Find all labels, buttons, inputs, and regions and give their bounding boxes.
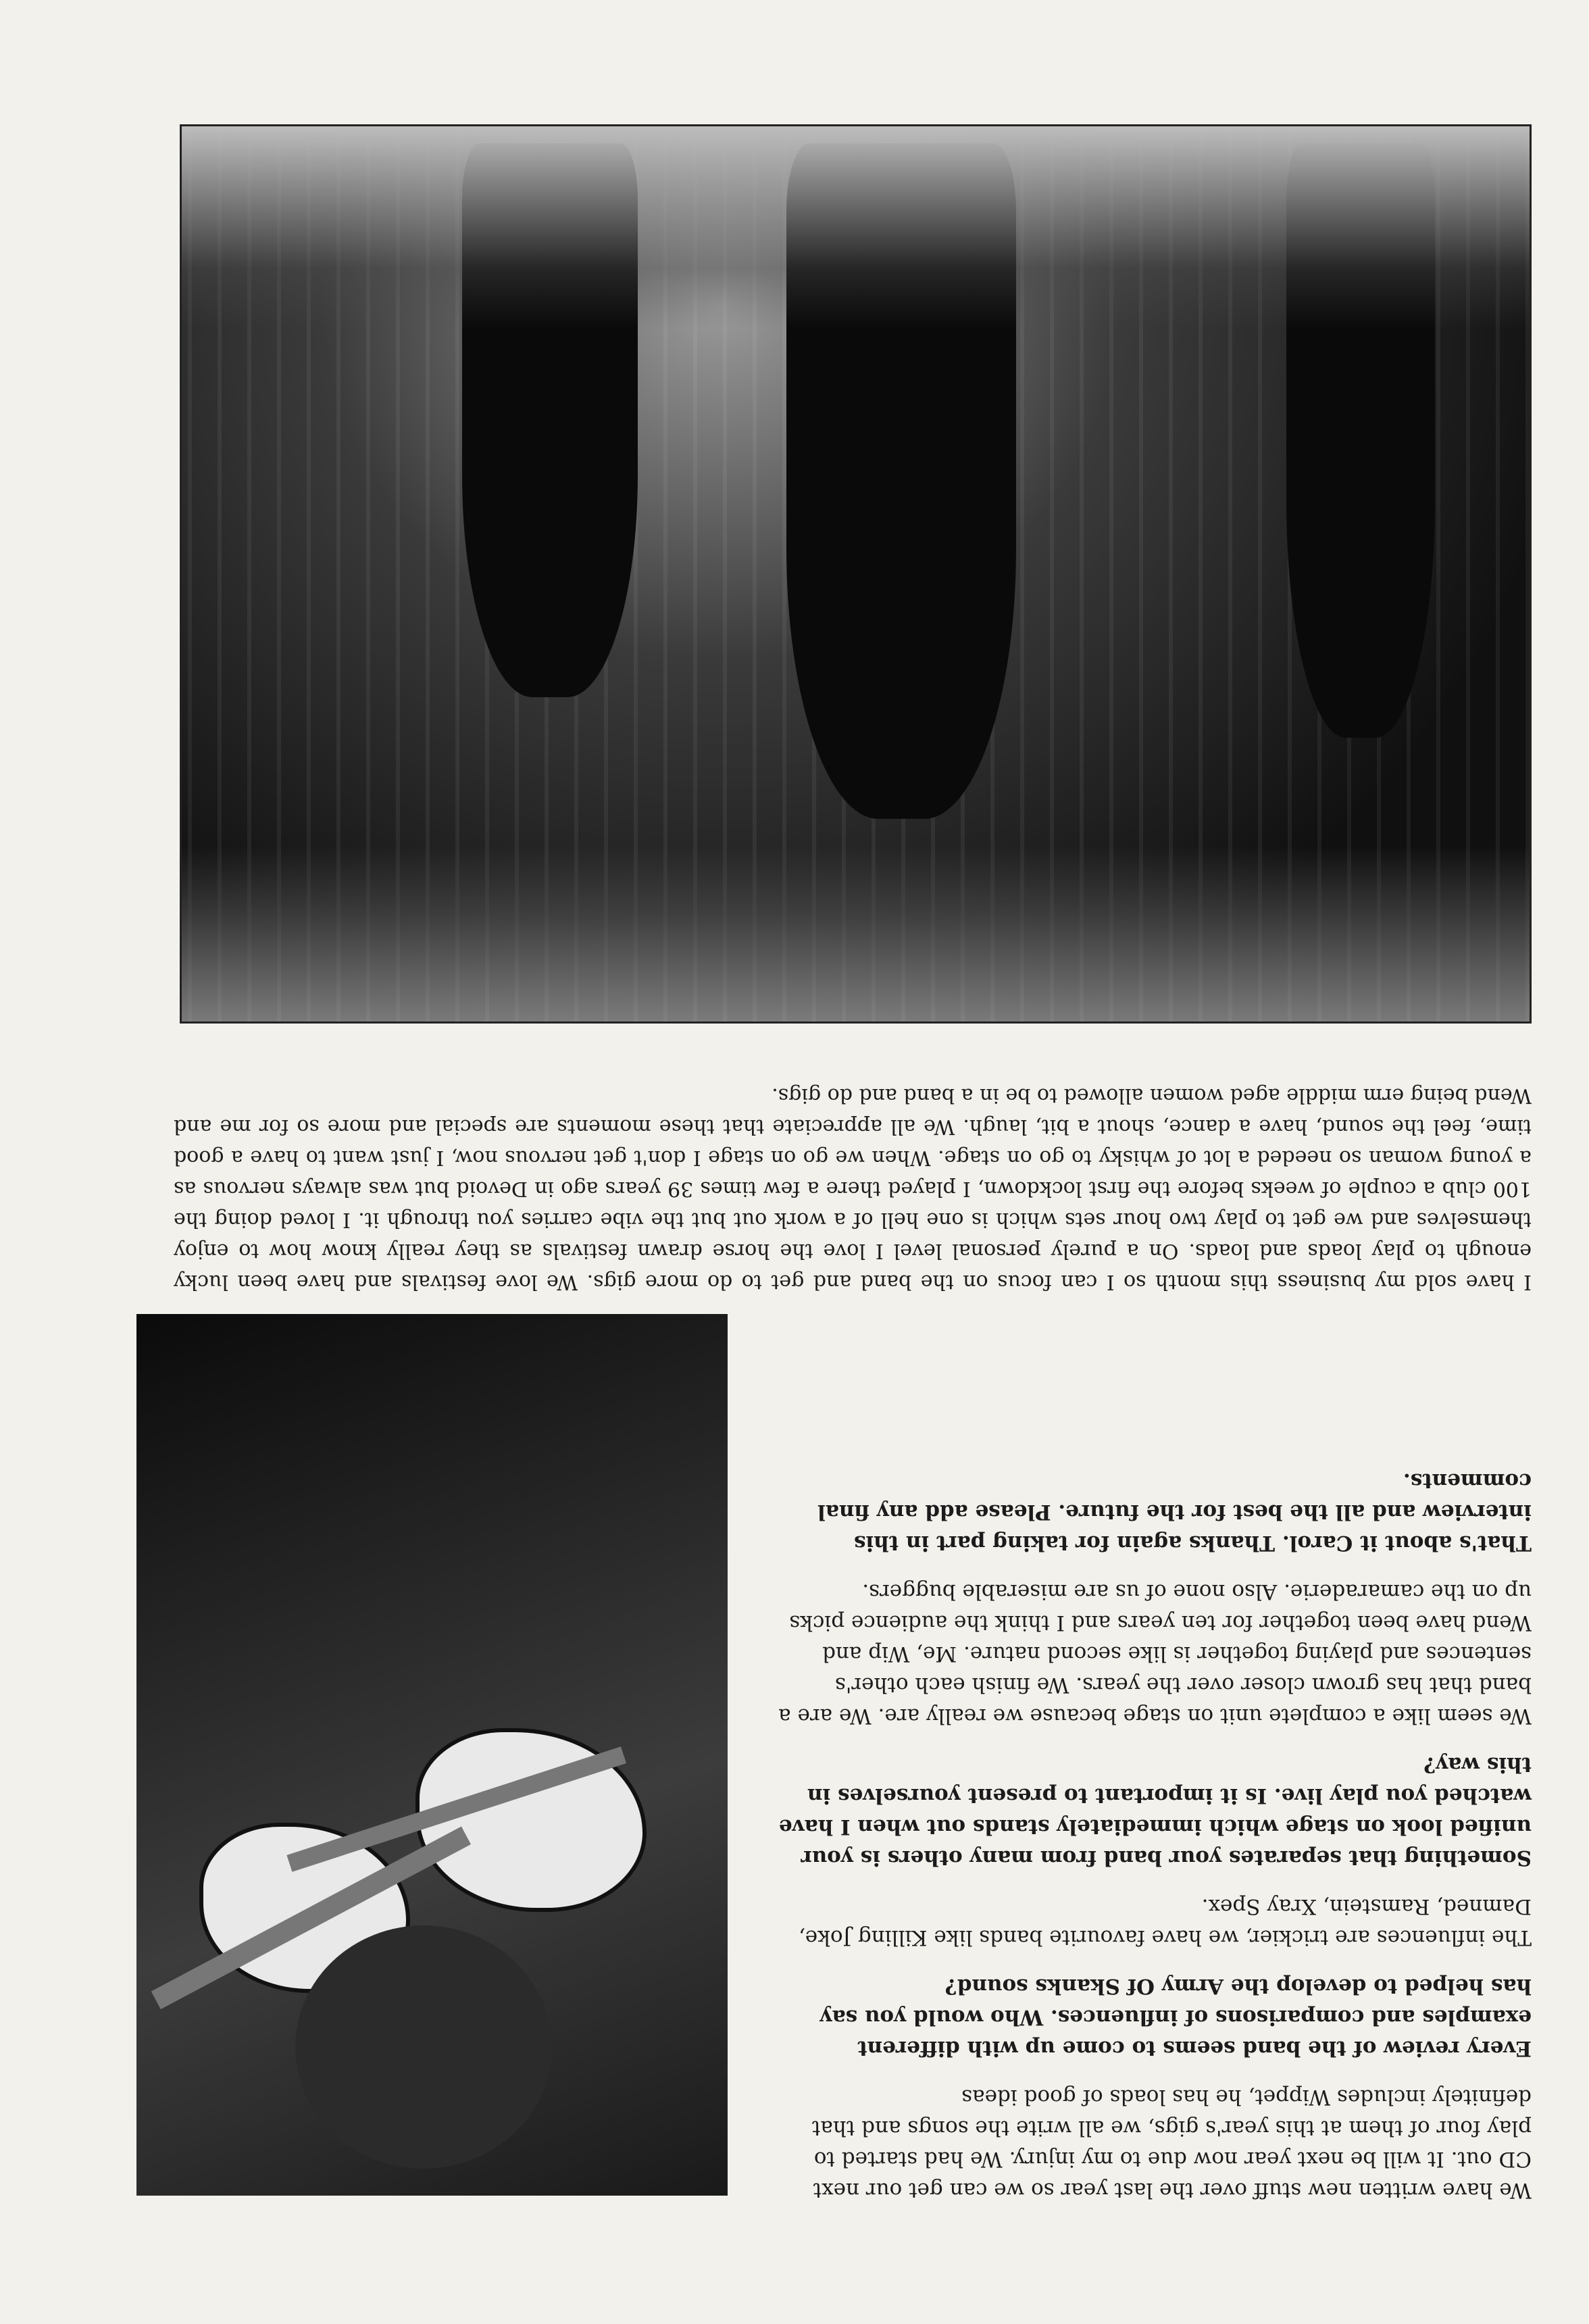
question-influences: Every review of the band seems to come up with different examples and comparisons of influences. Who would you say has helped to develop the Army Of Skanks sound? bbox=[819, 1974, 1532, 2061]
interview-column-upper bbox=[775, 1448, 1532, 2206]
photo-bass-guitarist bbox=[136, 1314, 728, 2196]
answer-final-comments-block bbox=[174, 1080, 1532, 1297]
photo-band-live-festival bbox=[180, 124, 1532, 1024]
question-unified-look: Something that separates your band from many others is your unified look on stage which immediately stands out when I have watched you play live. Is it important to present yourselves in this way? bbox=[778, 1752, 1532, 1870]
answer-unified-look: We seem like a complete unit on stage because we really are. We are a band that has grown closer over the years. We finish each other's sentences and playing together is like second nature. Me, Wip and Wend have been together for ten years and I think the audience picks up on the camaraderie. Also none of us are miserable buggers. bbox=[778, 1580, 1532, 1728]
answer-new-cd: We have written new stuff over the last year so we can get our next CD out. It will be next year now due to my injury. We had started to play four of them at this year's gigs, we all write the songs and that definitely includes Wippet, he has loads of good ideas bbox=[811, 2085, 1532, 2202]
question-final-comments: That's about it Carol. Thanks again for taking part in this interview and all the best for the future. Please add any final comments. bbox=[817, 1469, 1532, 1555]
answer-final-comments: I have sold my business this month so I can focus on the band and get to do more gigs. We love festivals and have been lucky enough to play loads and loads. On a purely personal level I love the horse drawn festivals as they really know how to enjoy themselves and we get to play two hour sets which is one hell of a work out but the vibe carries you through it. I loved doing the 100 club a couple of weeks before the first lockdown, I played there a few times 39 years ago in Devoid but was always nervous as a young woman so needed a lot of whisky to go on stage. When we go on stage I don't get nervous now, I just want to have a good time, feel the sound, have a dance, shout a bit, laugh. We all appreciate that these moments are special and more so for me and Wend being erm middle aged women allowed to be in a band and do gigs. bbox=[174, 1084, 1532, 1294]
answer-influences: The influences are trickier, we have favourite bands like Killing Joke, Damned, Ramstein, Xray Spex. bbox=[798, 1894, 1532, 1950]
